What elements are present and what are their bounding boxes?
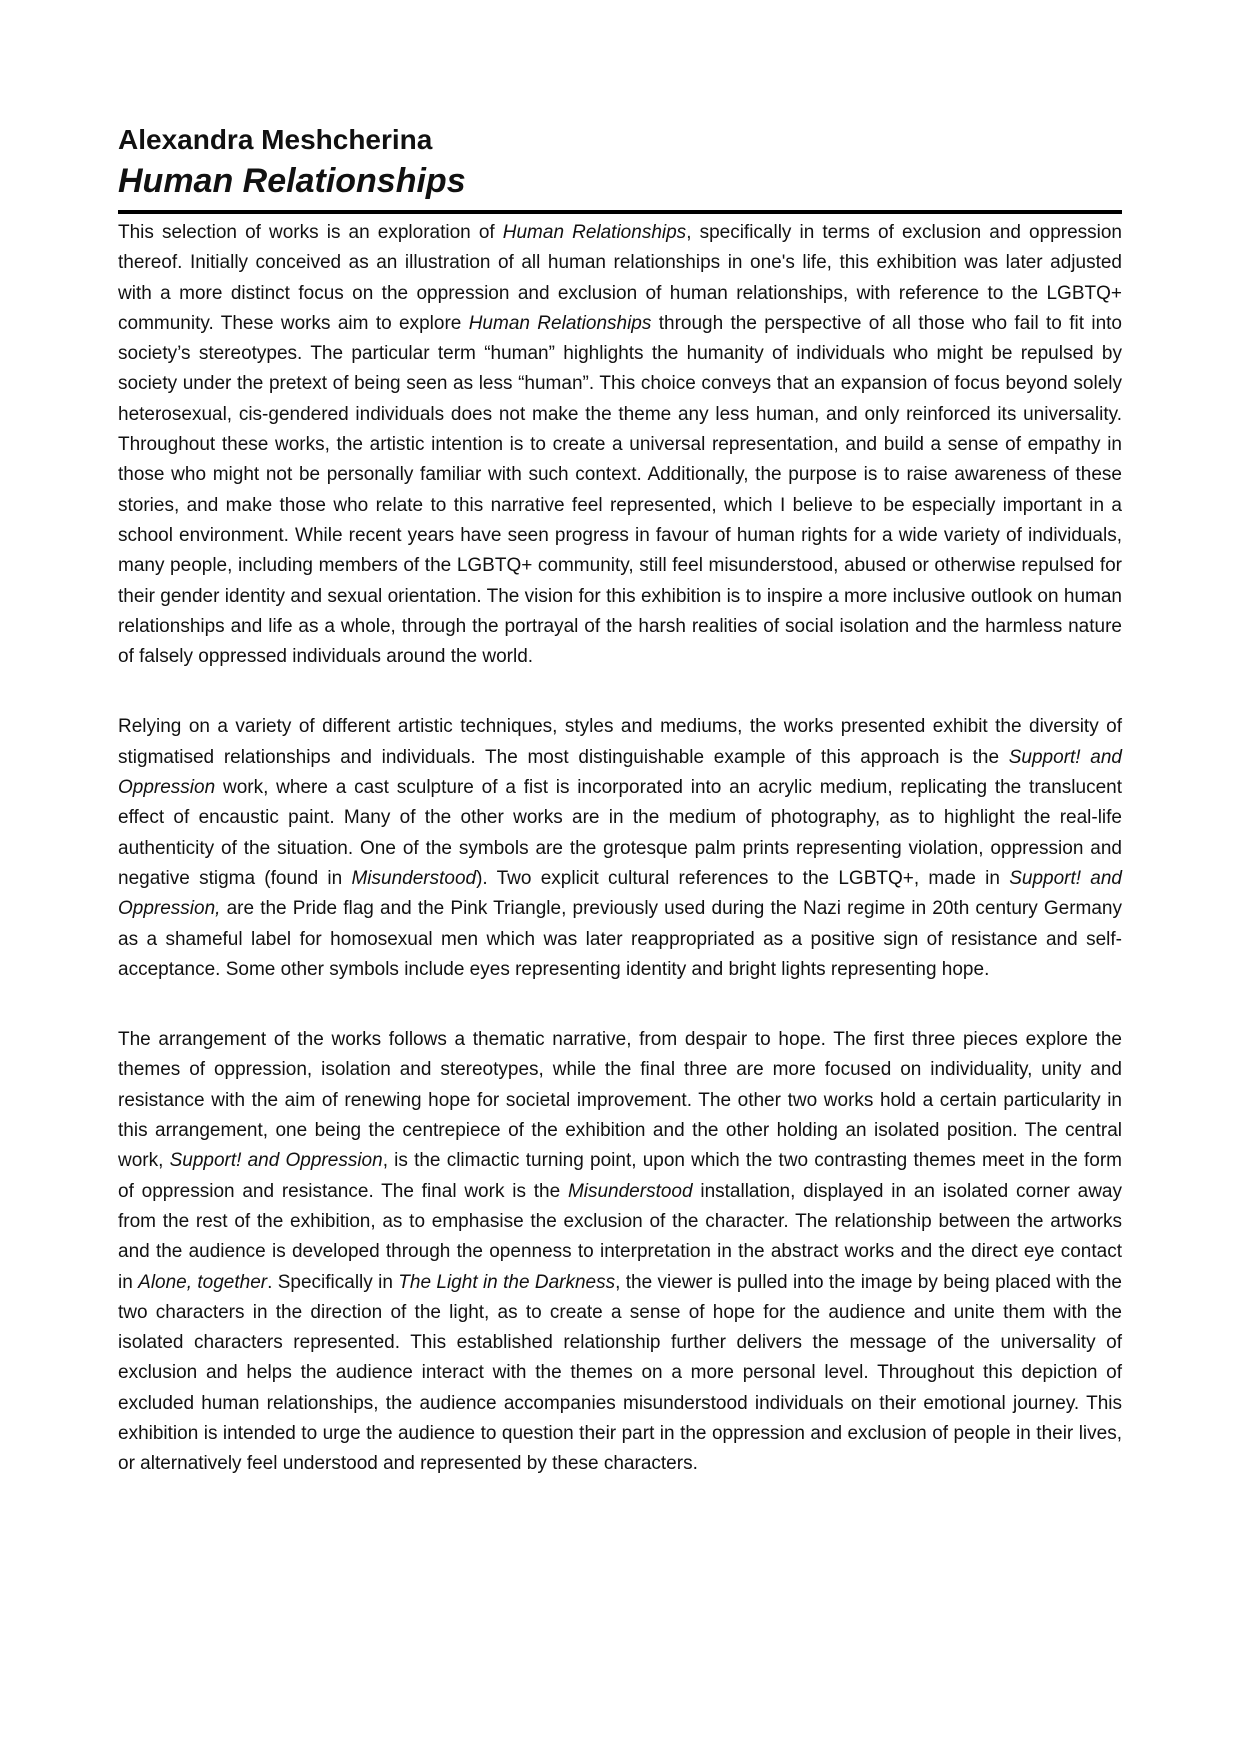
text-run: This selection of works is an exploration of (118, 222, 503, 243)
italic-text-run: Support! and Oppression (118, 746, 1122, 799)
italic-text-run: Support! and Oppression, (118, 867, 1122, 920)
document-content (118, 120, 1122, 1480)
text-run: , is the climactic turning point, upon which the two contrasting themes meet in the form of oppression and resistance. The final work is the (118, 1150, 1122, 1202)
text-run: ). Two explicit cultural references to the LGBTQ+, made in (476, 867, 1010, 889)
text-run: through the perspective of all those who fail to fit into society’s stereotypes. The particular term “human” highlights the humanity of individuals who might be repulsed by society under the pretext of being seen as less “human”. This choice conveys that an expansion of focus beyond solely heterosexual, cis-gendered individuals does not make the theme any less human, and only reinforced its universality. Throughout these works, the artistic intention is to create a universal representation, and build a sense of empathy in those who might not be personally familiar with such context. Additionally, the purpose is to raise awareness of these stories, and make those who relate to this narrative feel represented, which I believe to be especially important in a school environment. While recent years have seen progress in favour of human rights for a wide variety of individuals, many people, including members of the LGBTQ+ community, still feel misunderstood, abused or otherwise repulsed for their gender identity and sexual orientation. The vision for this exhibition is to inspire a more inclusive outlook on human relationships and life as a whole, through the portrayal of the harsh realities of social isolation and the harmless nature of falsely oppressed individuals around the world. (118, 312, 1122, 668)
body-paragraph (118, 712, 1122, 985)
italic-text-run: Misunderstood (351, 867, 477, 889)
italic-text-run: Human Relationships (502, 222, 687, 243)
italic-text-run: Misunderstood (567, 1180, 693, 1202)
text-run: Relying on a variety of different artistic techniques, styles and mediums, the works presented exhibit the diversity of stigmatised relationships and individuals. The most distinguishable example of this approach is the (118, 716, 1122, 768)
italic-text-run: Support! and Oppression (169, 1150, 383, 1172)
text-run: , the viewer is pulled into the image by being placed with the two characters in the direction of the light, as to create a sense of hope for the audience and unite them with the isolated characters represented. This established relationship further delivers the message of the universality of exclusion and helps the audience interact with the themes on a more personal level. Throughout this depiction of excluded human relationships, the audience accompanies misunderstood individuals on their emotional journey. This exhibition is intended to urge the audience to question their part in the oppression and exclusion of people in their lives, or alternatively feel understood and represented by these characters. (118, 1271, 1122, 1475)
text-run: work, where a cast sculpture of a fist is incorporated into an acrylic medium, replicating the translucent effect of encaustic paint. Many of the other works are in the medium of photography, as to highlight the real-life authenticity of the situation. One of the symbols are the grotesque palm prints representing violation, oppression and negative stigma (found in (118, 777, 1122, 889)
title-divider (118, 210, 1122, 214)
body-paragraph (118, 218, 1122, 672)
document-title: Human Relationships (118, 162, 466, 200)
text-run: The arrangement of the works follows a thematic narrative, from despair to hope. The first three pieces explore the themes of oppression, isolation and stereotypes, while the final three are more focused on individuality, unity and resistance with the aim of renewing hope for societal improvement. The other two works hold a certain particularity in this arrangement, one being the centrepiece of the exhibition and the other holding an isolated position. The central work, (118, 1029, 1122, 1172)
author-name: Alexandra Meshcherina (118, 124, 433, 155)
italic-text-run: Human Relationships (468, 312, 652, 334)
body-paragraph (118, 1025, 1122, 1479)
italic-text-run: The Light in the Darkness (398, 1271, 616, 1293)
text-run: , specifically in terms of exclusion and oppression thereof. Initially conceived as an illustration of all human relationships in one's life, this exhibition was later adjusted with a more distinct focus on the oppression and exclusion of human relationships, with reference to the LGBTQ+ community. These works aim to explore (118, 222, 1122, 334)
body-text (118, 218, 1122, 1480)
text-run: . Specifically in (267, 1271, 399, 1293)
text-run: are the Pride flag and the Pink Triangle, previously used during the Nazi regime in 20th century Germany as a shameful label for homosexual men which was later reappropriated as a positive sign of resistance and self-acceptance. Some other symbols include eyes representing identity and bright lights representing hope. (118, 898, 1122, 980)
text-run: installation, displayed in an isolated corner away from the rest of the exhibition, as to emphasise the exclusion of the character. The relationship between the artworks and the audience is developed through the openness to interpretation in the abstract works and the direct eye contact in (118, 1180, 1123, 1293)
italic-text-run: Alone, together (138, 1271, 268, 1293)
